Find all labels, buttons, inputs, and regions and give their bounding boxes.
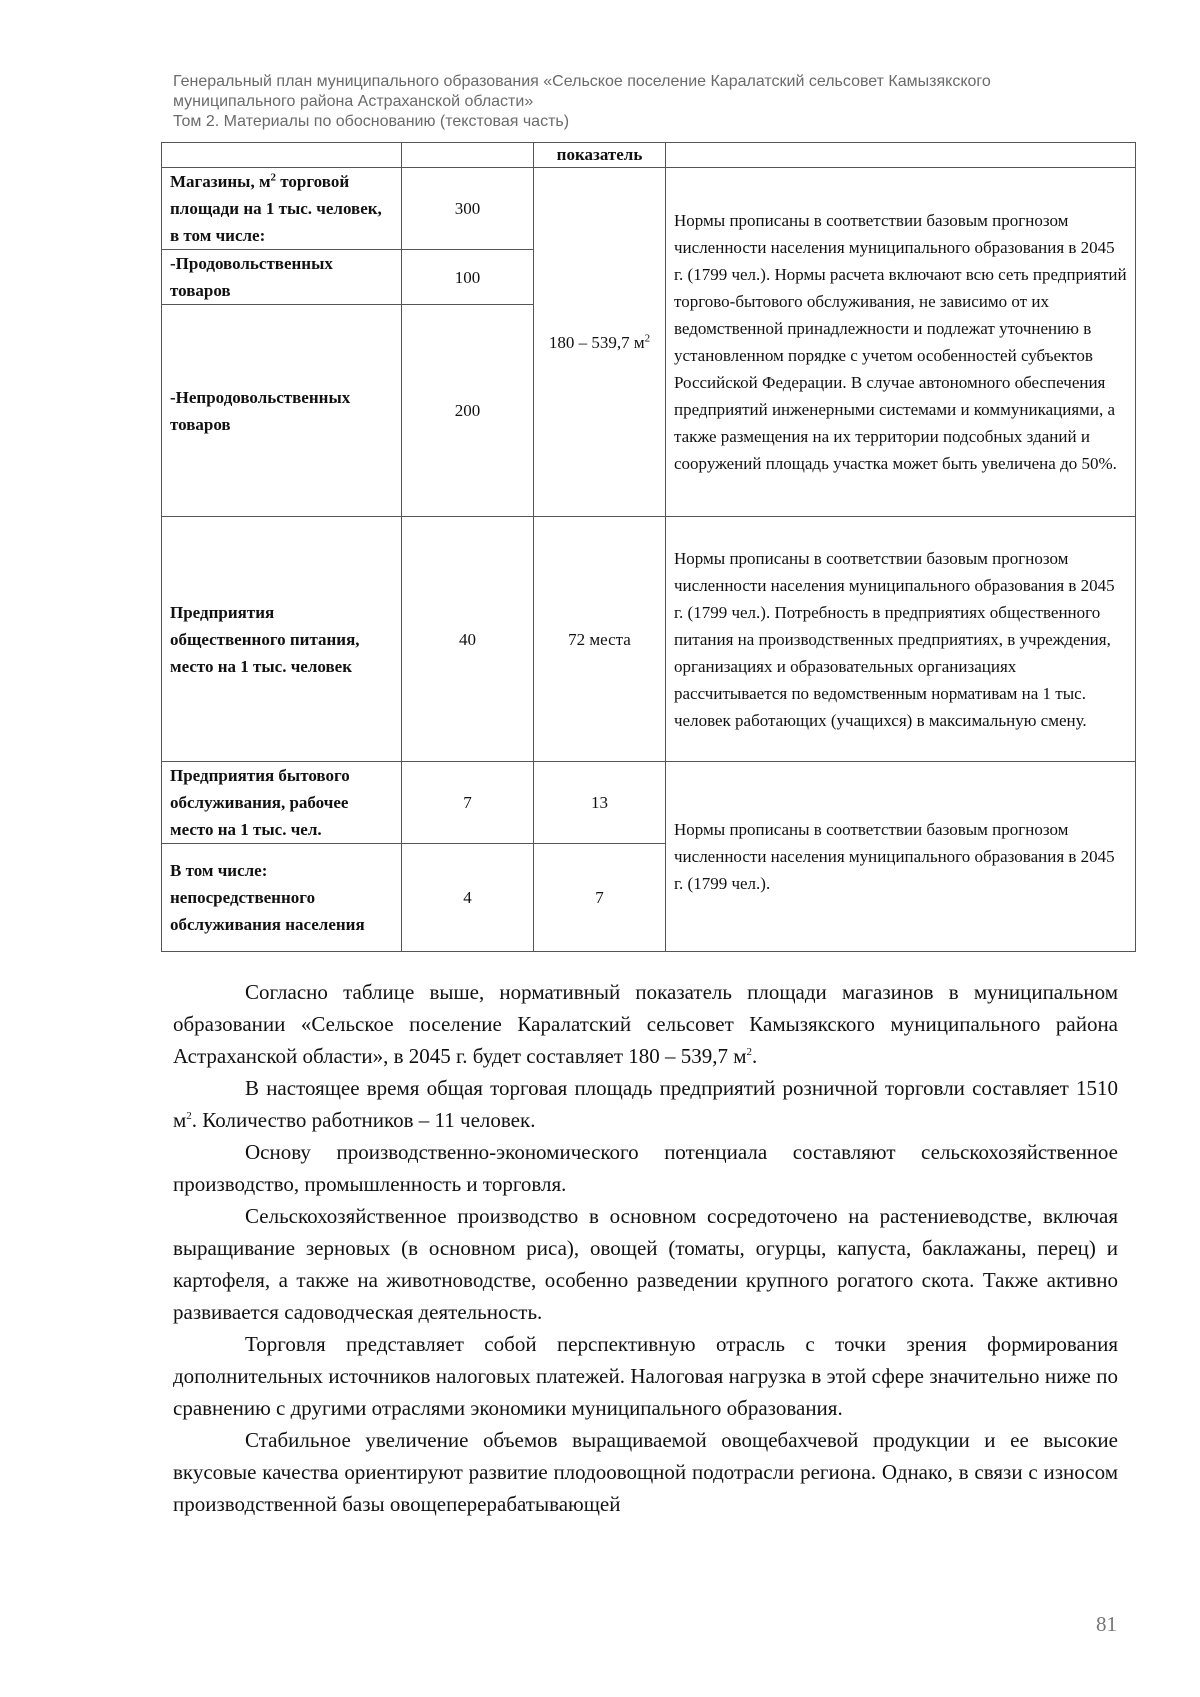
row-label-food: -Продовольственных товаров xyxy=(162,250,402,305)
paragraph: В настоящее время общая торговая площадь предприятий розничной торговли составляет 1510 $м^2$. Количество работников – 11 человек. xyxy=(173,1076,1118,1132)
row-label-shops: Магазины, $м^2$ торговой площади на 1 тыс. человек, в том числе: xyxy=(162,168,402,250)
paragraph: Сельскохозяйственное производство в основном сосредоточено на растениеводстве, включая выращивание зерновых (в основном риса), овощей (томаты, огурцы, капуста, баклажаны, перец) и картофеля, а также на животноводстве, особенно разведении крупного рогатого скота. Также активно развивается садоводческая деятельность. xyxy=(173,1204,1118,1324)
row-label-nonfood: -Непродовольственных товаров xyxy=(162,305,402,517)
note-services: Нормы прописаны в соответствии базовым прогнозом численности населения муниципального образования в 2045 г. (1799 чел.). xyxy=(666,762,1136,952)
norms-table xyxy=(161,142,1136,952)
paragraph: Согласно таблице выше, нормативный показатель площади магазинов в муниципальном образовании «Сельское поселение Каралатский сельсовет Камызякского муниципального района Астраханской области», в 2045 г. будет составляет 180 – 539,7 $м^2$. xyxy=(173,980,1118,1068)
paragraph: Стабильное увеличение объемов выращиваемой овощебахчевой продукции и ее высокие вкусовые качества ориентируют развитие плодоовощной подотрасли региона. Однако, в связи с износом производственной базы овощеперерабатывающей xyxy=(173,1428,1118,1516)
document-header xyxy=(173,72,1133,132)
norm-value-shops: 300 xyxy=(402,168,534,250)
norm-value-direct: 4 xyxy=(402,844,534,952)
norm-value-food: 100 xyxy=(402,250,534,305)
table-row xyxy=(162,517,1136,762)
table-row xyxy=(162,762,1136,844)
table-header-cell: показатель xyxy=(534,143,666,168)
paragraph: Торговля представляет собой перспективную отрасль с точки зрения формирования дополнительных источников налоговых платежей. Налоговая нагрузка в этой сфере значительно ниже по сравнению с другими отраслями экономики муниципального образования. xyxy=(173,1332,1118,1420)
header-line-1: Генеральный план муниципального образования «Сельское поселение Каралатский сельсовет Камызякского xyxy=(173,73,991,90)
header-line-3: Том 2. Материалы по обоснованию (текстовая часть) xyxy=(173,113,570,130)
table-row xyxy=(162,168,1136,250)
row-label-catering: Предприятия общественного питания, место на 1 тыс. человек xyxy=(162,517,402,762)
norm-value-catering: 40 xyxy=(402,517,534,762)
note-shops: Нормы прописаны в соответствии базовым прогнозом численности населения муниципального образования в 2045 г. (1799 чел.). Нормы расчета включают всю сеть предприятий торгово-бытового обслуживания, не зависимо от их ведомственной принадлежности и подлежат уточнению в установленном порядке с учетом особенностей субъектов Российской Федерации. В случае автономного обеспечения предприятий инженерными системами и коммуникациями, а также размещения на их территории подсобных зданий и сооружений площадь участка может быть увеличена до 50%. xyxy=(666,168,1136,517)
table-cell xyxy=(666,143,1136,168)
body-text xyxy=(173,976,1118,1520)
table-cell xyxy=(402,143,534,168)
norm-value-nonfood: 200 xyxy=(402,305,534,517)
note-catering: Нормы прописаны в соответствии базовым прогнозом численности населения муниципального образования в 2045 г. (1799 чел.). Потребность в предприятиях общественного питания на производственных предприятиях, в учреждения, организациях и образовательных организациях рассчитывается по ведомственным нормативам на 1 тыс. человек работающих (учащихся) в максимальную смену. xyxy=(666,517,1136,762)
header-line-2: муниципального района Астраханской области» xyxy=(173,93,534,110)
table-cell xyxy=(162,143,402,168)
calc-value-direct: 7 xyxy=(534,844,666,952)
page-number: 81 xyxy=(1096,1612,1117,1636)
paragraph: Основу производственно-экономического потенциала составляют сельскохозяйственное производство, промышленность и торговля. xyxy=(173,1140,1118,1196)
row-label-direct: В том числе: непосредственного обслуживания населения xyxy=(162,844,402,952)
row-label-services: Предприятия бытового обслуживания, рабочее место на 1 тыс. чел. xyxy=(162,762,402,844)
calc-value-services: 13 xyxy=(534,762,666,844)
table-row xyxy=(162,143,1136,168)
calc-value-catering: 72 места xyxy=(534,517,666,762)
calc-value-shops: 180 – 539,7 $м^2$ xyxy=(534,168,666,517)
norm-value-services: 7 xyxy=(402,762,534,844)
